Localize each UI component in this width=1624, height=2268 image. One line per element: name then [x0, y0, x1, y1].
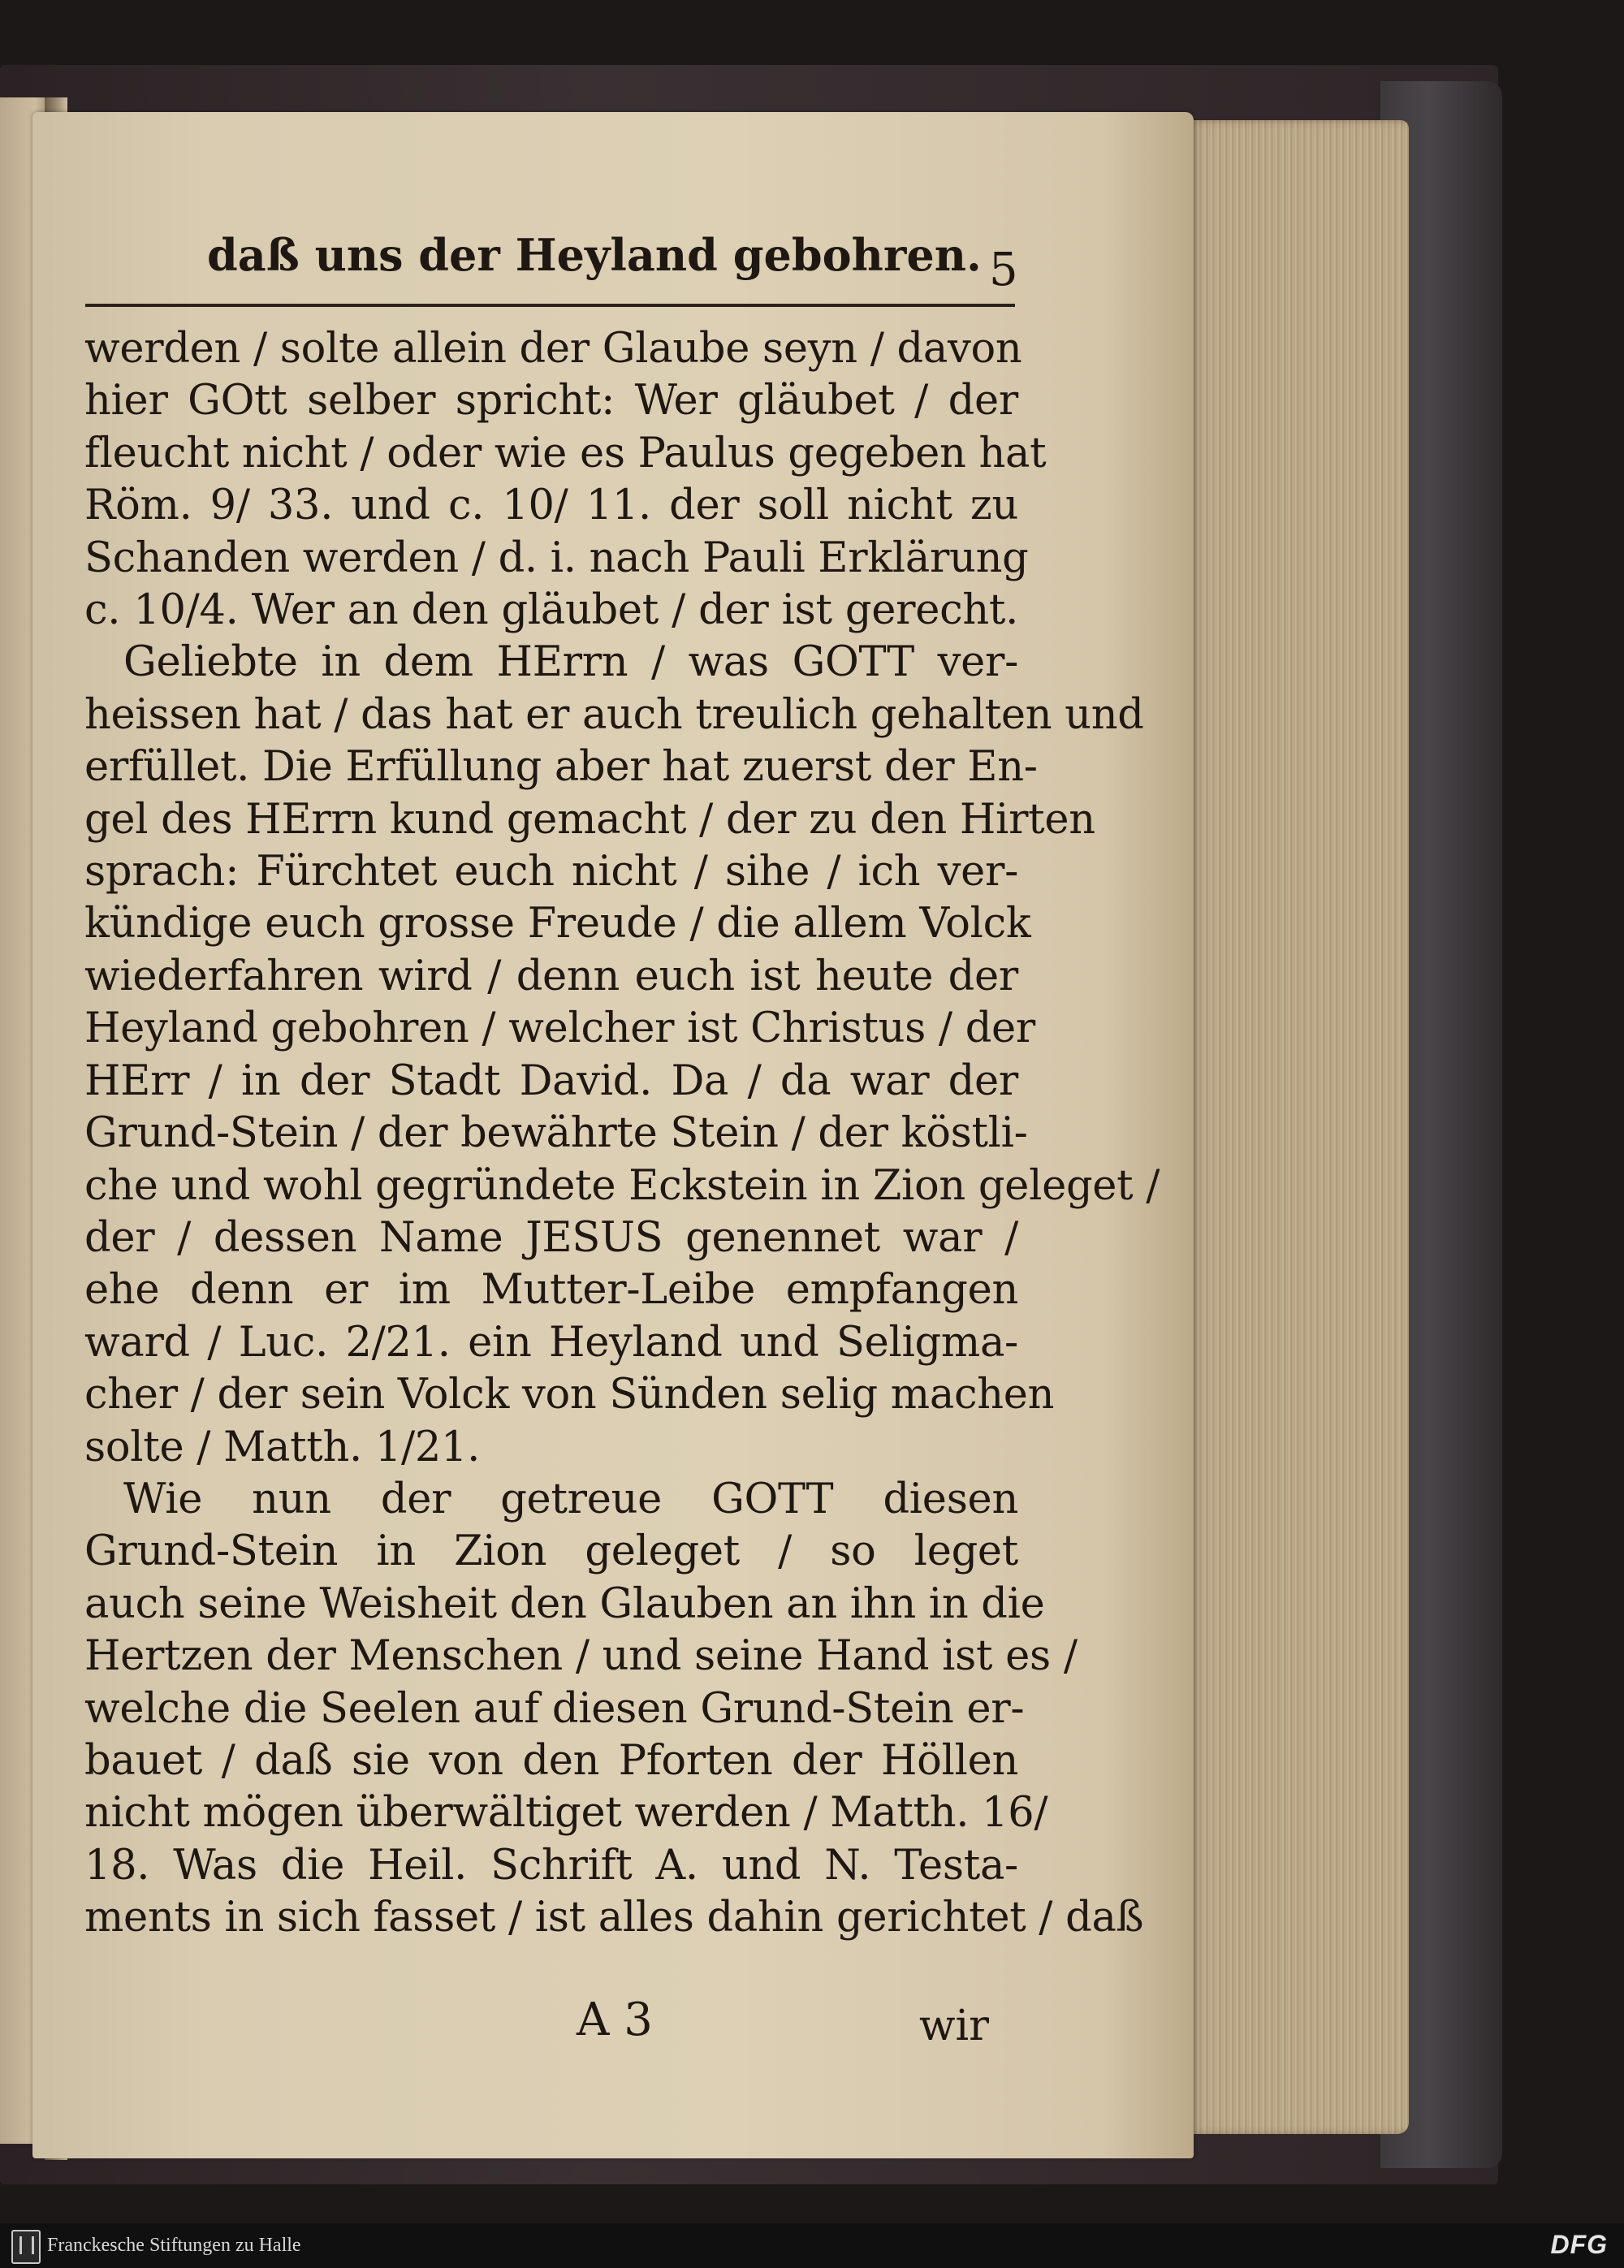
text-line: Grund-Stein in Zion geleget / so leget [84, 1527, 1018, 1576]
text-line: bauet / daß sie von den Pforten der Höllen [84, 1736, 1018, 1785]
text-line: ments in sich fasset / ist alles dahin gerichtet / daß [84, 1894, 1144, 1942]
text-line: kündige euch grosse Freude / die allem Volck [84, 900, 1031, 948]
signature-mark: A 3 [577, 1994, 653, 2046]
text-line: Röm. 9/ 33. und c. 10/ 11. der soll nicht zu [84, 482, 1018, 530]
text-line: c. 10/4. Wer an den gläubet / der ist gerecht. [84, 586, 1018, 635]
text-line: Geliebte in dem HErrn / was GOTT ver- [123, 638, 1018, 687]
text-line: Hertzen der Menschen / und seine Hand ist es / [84, 1632, 1078, 1681]
text-line: che und wohl gegründete Eckstein in Zion geleget / [84, 1161, 1160, 1210]
text-line: wiederfahren wird / denn euch ist heute der [84, 952, 1018, 1000]
text-line: gel des HErrn kund gemacht / der zu den Hirten [84, 795, 1095, 844]
text-line: cher / der sein Volck von Sünden selig machen [84, 1371, 1055, 1419]
running-head: daß uns der Heyland gebohren. [207, 229, 982, 281]
text-line: ehe denn er im Mutter-Leibe empfangen [84, 1266, 1018, 1315]
text-line: auch seine Weisheit den Glauben an ihn in die [84, 1579, 1045, 1628]
page-number: 5 [989, 244, 1018, 296]
text-line: werden / solte allein der Glaube seyn / davon [84, 325, 1022, 373]
page-fore-edge [1190, 120, 1409, 2134]
dfg-logo: DFG [1550, 2230, 1608, 2259]
text-line: 18. Was die Heil. Schrift A. und N. Testa- [84, 1841, 1018, 1890]
text-line: hier GOtt selber spricht: Wer gläubet / der [84, 377, 1018, 426]
text-line: sprach: Fürchtet euch nicht / sihe / ich ver- [84, 848, 1018, 896]
text-line: fleucht nicht / oder wie es Paulus gegeben hat [84, 429, 1047, 477]
viewer-footer [0, 2223, 1624, 2268]
text-line: HErr / in der Stadt David. Da / da war der [84, 1056, 1018, 1105]
text-line: Wie nun der getreue GOTT diesen [123, 1475, 1018, 1523]
text-line: Grund-Stein / der bewährte Stein / der köstli- [84, 1109, 1028, 1158]
page-body-text [84, 323, 1160, 1945]
text-line: Schanden werden / d. i. nach Pauli Erklärung [84, 534, 1029, 582]
text-line: solte / Matth. 1/21. [84, 1423, 481, 1471]
text-line: ward / Luc. 2/21. ein Heyland und Seligma- [84, 1318, 1018, 1367]
text-line: nicht mögen überwältiget werden / Matth. 16/ [84, 1789, 1048, 1838]
text-line: Heyland gebohren / welcher ist Christus / der [84, 1004, 1036, 1053]
text-line: der / dessen Name JESUS genennet war / [84, 1213, 1018, 1262]
institution-name: Franckesche Stiftungen zu Halle [47, 2235, 301, 2256]
catchword: wir [919, 2002, 989, 2050]
text-line: erfüllet. Die Erfüllung aber hat zuerst der En- [84, 743, 1038, 792]
text-line: heissen hat / das hat er auch treulich gehalten und [84, 690, 1144, 739]
text-line: welche die Seelen auf diesen Grund-Stein er- [84, 1684, 1025, 1733]
institution-logo-icon [11, 2230, 41, 2264]
head-rule [85, 304, 1015, 307]
